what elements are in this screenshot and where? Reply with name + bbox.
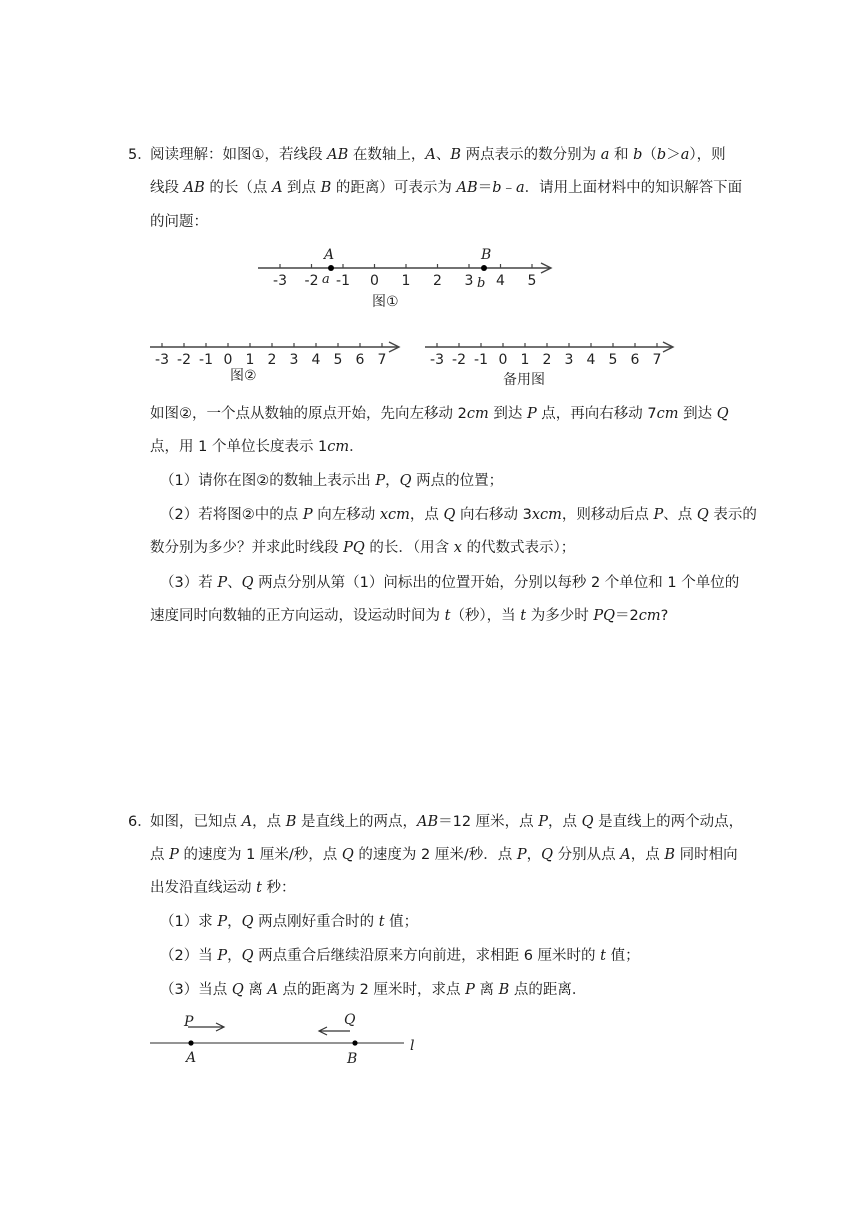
math-symbol: Q: [241, 948, 254, 964]
q6-b-label: B: [347, 1051, 358, 1067]
math-symbol: cm: [656, 406, 679, 422]
q6-item-3: [160, 980, 586, 1000]
spare-tick-label: 4: [586, 352, 596, 368]
text-segment: ，则移动后点: [561, 507, 654, 523]
point-b-label: B: [481, 247, 492, 263]
math-symbol: Q: [581, 814, 594, 830]
math-symbol: AB: [327, 147, 349, 163]
text-segment: ，点: [409, 507, 444, 523]
fig2-tick-label: 6: [355, 352, 365, 368]
spare-tick-label: 2: [542, 352, 552, 368]
text-segment: ．请用上面材料中的知识解答下面: [524, 180, 743, 196]
math-symbol: P: [516, 847, 527, 863]
point-a-value: a: [322, 272, 330, 287]
math-symbol: P: [375, 473, 386, 489]
text-segment: 点的距离．: [509, 982, 587, 998]
math-symbol: P: [217, 948, 228, 964]
text-segment: 的长．（用含: [364, 540, 454, 556]
fig1-tick-label: 2: [433, 273, 442, 289]
spare-caption: 备用图: [503, 372, 545, 388]
text-segment: 向右移动 3: [455, 507, 532, 523]
fig1-tick-label: 1: [401, 273, 411, 289]
text-segment: （: [642, 147, 657, 163]
text-segment: 到达: [488, 406, 527, 422]
text-segment: 两点重合后继续沿原来方向前进，求相距 6 厘米时的: [253, 948, 601, 964]
text-segment: 如图，已知点: [150, 814, 242, 830]
math-symbol: PQ: [593, 608, 615, 624]
math-symbol: xcm: [531, 507, 562, 523]
fig2-tick-label: 0: [223, 352, 233, 368]
math-symbol: A: [271, 180, 283, 196]
fig1-tick-label: -2: [304, 273, 319, 289]
spare-tick-label: 6: [630, 352, 640, 368]
spare-tick-label: -2: [452, 352, 466, 368]
q5-body-line: [150, 404, 729, 424]
math-symbol: Q: [241, 575, 254, 591]
text-segment: （3）当点: [160, 982, 232, 998]
q6-number: 6．: [128, 814, 152, 830]
text-segment: 点的距离为 2 厘米时，求点: [277, 982, 466, 998]
spare-tick-label: 0: [498, 352, 508, 368]
text-segment: 阅读理解：如图①，若线段: [150, 147, 328, 163]
text-segment: （2）当: [160, 948, 218, 964]
fig1-tick-label: -3: [273, 273, 287, 289]
text-segment: （3）若: [160, 575, 218, 591]
fig2-tick-label: 3: [289, 352, 299, 368]
text-segment: ，: [526, 847, 542, 863]
math-symbol: AB: [456, 180, 478, 196]
point-b-dot: [481, 265, 487, 271]
q6-item-1: [160, 912, 418, 932]
text-segment: 离: [243, 982, 268, 998]
text-segment: 、: [227, 575, 242, 591]
text-segment: ＞: [666, 147, 681, 163]
math-symbol: b: [633, 147, 643, 163]
text-segment: 是直线上的两点，: [296, 814, 417, 830]
math-symbol: t: [600, 948, 606, 964]
text-segment: 表示的: [708, 507, 757, 523]
math-symbol: t: [378, 914, 385, 930]
math-symbol: A: [241, 814, 253, 830]
math-symbol: cm: [466, 406, 489, 422]
text-segment: ＝12 厘米，点: [438, 814, 539, 830]
text-segment: ﹣: [501, 180, 516, 196]
math-symbol: P: [169, 847, 179, 863]
math-symbol: a: [600, 147, 610, 163]
math-symbol: A: [425, 147, 436, 163]
math-symbol: cm: [638, 608, 661, 624]
text-segment: 点，再向右移动 7: [536, 406, 657, 422]
math-symbol: P: [217, 914, 228, 930]
fig1-tick-label: 4: [496, 273, 505, 289]
text-segment: 两点的位置；: [411, 473, 504, 489]
q6-intro-line: [150, 812, 743, 832]
text-segment: ，: [227, 948, 242, 964]
text-segment: ，点: [630, 847, 665, 863]
fig1-caption: 图①: [372, 294, 399, 310]
q5-item-2: [160, 505, 757, 525]
fig2-tick-label: 2: [267, 352, 277, 368]
q5-body-line: [150, 437, 364, 457]
math-symbol: Q: [443, 507, 456, 523]
math-symbol: AB: [416, 814, 439, 830]
fig2-tick-label: -3: [155, 352, 169, 368]
text-segment: 为多少时: [526, 608, 594, 624]
text-segment: 速度同时向数轴的正方向运动，设运动时间为: [150, 608, 445, 624]
point-b-value: b: [477, 276, 486, 291]
math-symbol: A: [620, 847, 631, 863]
fig1-tick-label: -1: [336, 273, 350, 289]
math-symbol: B: [285, 814, 297, 830]
text-segment: ，点: [548, 814, 582, 830]
q6-intro-line: [150, 878, 296, 898]
q6-intro-line: [150, 845, 738, 865]
text-segment: 出发沿直线运动: [150, 880, 257, 896]
text-segment: ?: [660, 608, 669, 624]
q5-number: 5．: [128, 147, 152, 163]
fig1-tick-label: 3: [464, 273, 474, 289]
text-segment: 值；: [606, 948, 640, 964]
text-segment: 点: [150, 847, 170, 863]
math-symbol: P: [526, 406, 537, 422]
text-segment: 离: [474, 982, 499, 998]
text-segment: 两点刚好重合时的: [253, 914, 379, 930]
spare-tick-label: -1: [474, 352, 488, 368]
math-symbol: B: [450, 147, 461, 163]
text-segment: ＝: [477, 180, 493, 196]
math-symbol: b: [656, 147, 667, 163]
point-a-dot-q6: [188, 1040, 193, 1045]
math-symbol: t: [444, 608, 451, 624]
text-segment: 的问题：: [150, 214, 208, 230]
spare-tick-label: 7: [652, 352, 662, 368]
math-symbol: Q: [541, 847, 554, 863]
math-symbol: P: [653, 507, 664, 523]
fig2-caption: 图②: [230, 368, 257, 384]
fig2-tick-label: 5: [333, 352, 343, 368]
fig2-tick-label: -2: [177, 352, 191, 368]
fig2-tick-label: -1: [199, 352, 213, 368]
math-symbol: Q: [716, 406, 729, 422]
text-segment: 点，用 1 个单位长度表示 1: [150, 439, 328, 455]
q5-item-3: [160, 573, 739, 593]
q6-a-label: A: [186, 1050, 197, 1066]
text-segment: （1）求: [160, 914, 218, 930]
text-segment: （2）若将图②中的点: [160, 507, 303, 523]
text-segment: 是直线上的两个动点，: [593, 814, 744, 830]
math-symbol: P: [302, 507, 313, 523]
text-segment: 同时相向: [674, 847, 738, 863]
text-segment: 数分别为多少？并求此时线段: [150, 540, 344, 556]
text-segment: 的速度为 1 厘米/秒，点: [178, 847, 342, 863]
spare-tick-label: -3: [430, 352, 444, 368]
point-b-dot-q6: [352, 1040, 357, 1045]
q5-item-1: [160, 471, 503, 491]
text-segment: 、点: [663, 507, 697, 523]
text-segment: 向左移动: [312, 507, 380, 523]
q5-item-2-cont: [150, 538, 575, 558]
text-segment: （秒），当: [450, 608, 521, 624]
math-symbol: Q: [696, 507, 709, 523]
text-segment: 两点表示的数分别为: [461, 147, 601, 163]
text-segment: 值；: [384, 914, 419, 930]
math-symbol: P: [465, 982, 475, 998]
text-segment: ，: [227, 914, 242, 930]
text-segment: ，点: [252, 814, 286, 830]
math-symbol: B: [664, 847, 675, 863]
text-segment: 到点: [282, 180, 321, 196]
math-symbol: PQ: [343, 540, 365, 556]
text-segment: 、: [435, 147, 451, 163]
fig1-tick-label: 0: [370, 273, 379, 289]
math-symbol: t: [256, 880, 262, 896]
math-symbol: a: [515, 180, 525, 196]
math-symbol: Q: [231, 982, 244, 998]
text-segment: （1）请你在图②的数轴上表示出: [160, 473, 376, 489]
q6-q-label: Q: [344, 1012, 356, 1028]
math-symbol: Q: [241, 914, 254, 930]
text-segment: 的长（点: [204, 180, 272, 196]
math-symbol: Q: [399, 473, 412, 489]
text-segment: ），则: [689, 147, 726, 163]
text-segment: 和: [609, 147, 634, 163]
math-symbol: P: [538, 814, 549, 830]
text-segment: 如图②，一个点从数轴的原点开始，先向左移动 2: [150, 406, 467, 422]
spare-tick-label: 5: [608, 352, 618, 368]
spare-tick-label: 3: [564, 352, 574, 368]
text-segment: 两点分别从第（1）问标出的位置开始，分别以每秒 2 个单位和 1 个单位的: [253, 575, 740, 591]
fig2-tick-label: 4: [311, 352, 321, 368]
q6-item-2: [160, 946, 640, 966]
math-symbol: t: [520, 608, 527, 624]
text-segment: 的距离）可表示为: [331, 180, 457, 196]
spare-tick-label: 1: [520, 352, 530, 368]
text-segment: 秒：: [261, 880, 296, 896]
math-symbol: a: [680, 147, 690, 163]
math-symbol: P: [217, 575, 228, 591]
math-symbol: cm: [327, 439, 350, 455]
fig2-tick-label: 1: [245, 352, 255, 368]
fig1-tick-label: 5: [527, 273, 537, 289]
q6-line-label: l: [410, 1038, 415, 1054]
text-segment: 的速度为 2 厘米/秒．点: [353, 847, 517, 863]
math-symbol: Q: [341, 847, 354, 863]
math-symbol: b: [492, 180, 502, 196]
q6-p-label: P: [184, 1014, 194, 1030]
point-a-label: A: [324, 247, 335, 263]
math-symbol: xcm: [379, 507, 410, 523]
fig2-tick-label: 7: [377, 352, 387, 368]
math-symbol: x: [453, 540, 462, 556]
q5-item-3-cont: [150, 606, 668, 626]
text-segment: 在数轴上，: [348, 147, 426, 163]
math-symbol: A: [267, 982, 278, 998]
math-symbol: B: [498, 982, 510, 998]
text-segment: 分别从点: [553, 847, 621, 863]
point-a-dot: [328, 265, 334, 271]
text-segment: ，: [385, 473, 400, 489]
text-segment: 线段: [150, 180, 184, 196]
math-symbol: B: [320, 180, 332, 196]
text-segment: 到达: [678, 406, 717, 422]
math-symbol: AB: [183, 180, 205, 196]
text-segment: 的代数式表示）；: [461, 540, 576, 556]
text-segment: ＝2: [615, 608, 639, 624]
text-segment: ．: [349, 439, 364, 455]
